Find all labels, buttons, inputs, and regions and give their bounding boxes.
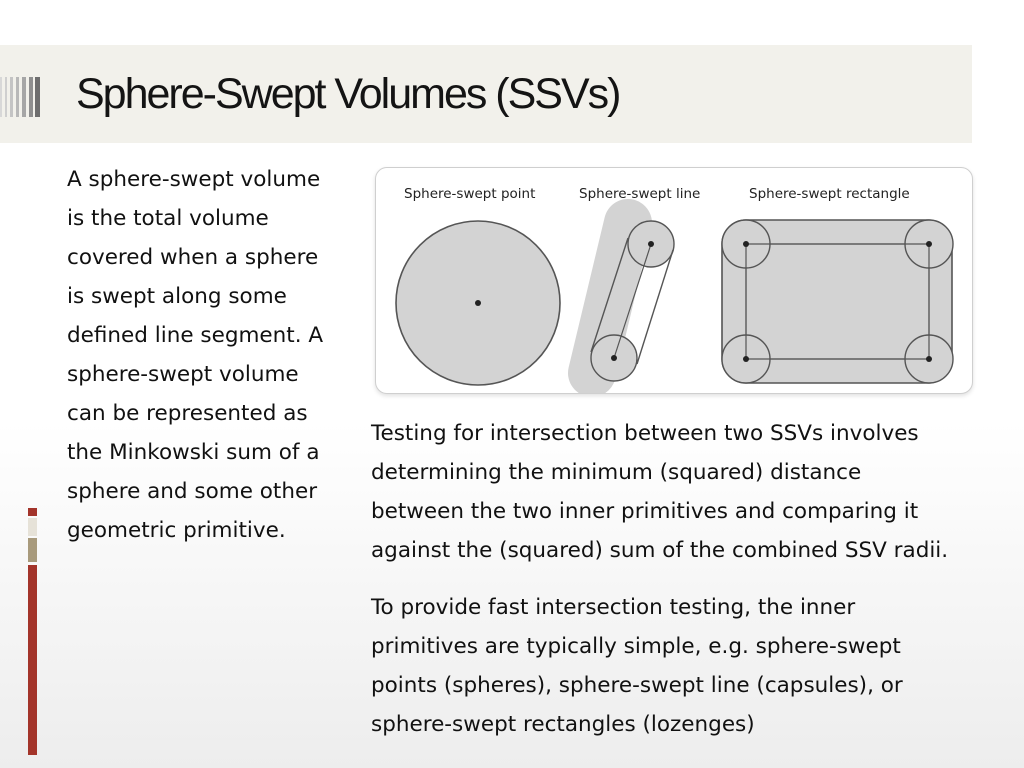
label-sphere-swept-line: Sphere-swept line: [579, 186, 701, 202]
text-line: between the two inner primitives and comparing it: [371, 499, 919, 524]
sphere-swept-point-shape: [396, 221, 560, 385]
title-stripes-decoration: [0, 77, 42, 117]
text-line: A sphere-swept volume: [67, 167, 321, 192]
text-line: against the (squared) sum of the combined SSV radii.: [371, 538, 949, 563]
text-line: geometric primitive.: [67, 518, 286, 543]
side-accent-bar: [28, 508, 37, 755]
text-line: is swept along some: [67, 284, 287, 309]
intersection-paragraph: [371, 414, 948, 570]
text-line: determining the minimum (squared) distance: [371, 460, 862, 485]
text-line: To provide fast intersection testing, the inner: [371, 595, 856, 620]
text-line: primitives are typically simple, e.g. sphere-swept: [371, 634, 901, 659]
ssv-diagram: [375, 167, 973, 394]
label-sphere-swept-point: Sphere-swept point: [404, 186, 536, 202]
slide-title: Sphere-Swept Volumes (SSVs): [76, 70, 620, 118]
primitives-paragraph: [371, 588, 903, 744]
label-sphere-swept-rectangle: Sphere-swept rectangle: [749, 186, 910, 202]
text-line: sphere and some other: [67, 479, 318, 504]
text-line: is the total volume: [67, 206, 269, 231]
text-line: Testing for intersection between two SSVs involves: [371, 421, 919, 446]
ssv-shapes: [376, 168, 972, 393]
text-line: the Minkowski sum of a: [67, 440, 320, 465]
definition-text: [67, 160, 357, 550]
text-line: sphere-swept volume: [67, 362, 299, 387]
sphere-swept-line-shape: [591, 221, 674, 381]
text-line: points (spheres), sphere-swept line (capsules), or: [371, 673, 903, 698]
text-line: sphere-swept rectangles (lozenges): [371, 712, 755, 737]
text-line: can be represented as: [67, 401, 308, 426]
text-line: covered when a sphere: [67, 245, 319, 270]
text-line: defined line segment. A: [67, 323, 324, 348]
sphere-swept-rectangle-shape: [722, 220, 953, 383]
